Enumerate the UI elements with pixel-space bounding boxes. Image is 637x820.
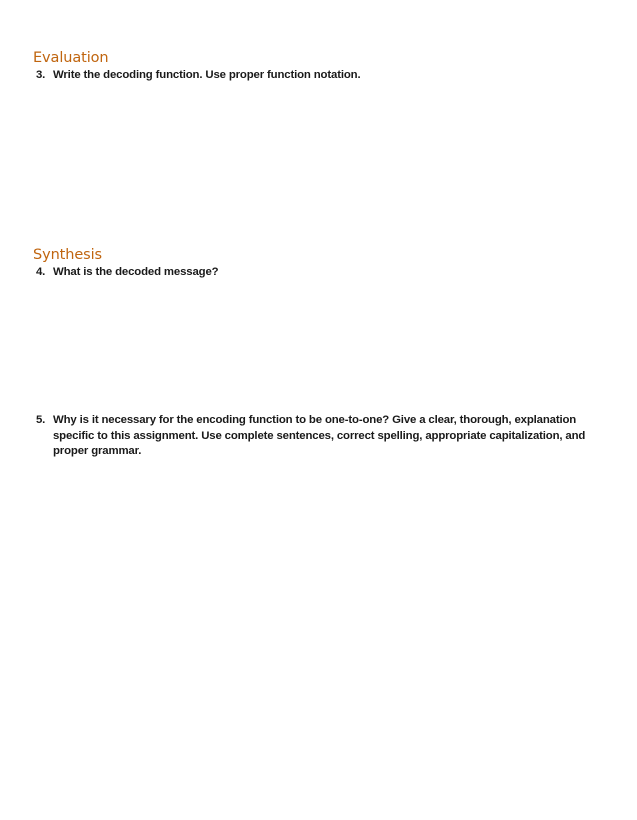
question-text: Why is it necessary for the encoding function to be one-to-one? Give a clear, thorough, explanation specific to this assignment. Use complete sentences, correct spelling, appropriate capitalization, and proper grammar. xyxy=(53,414,586,457)
question-text: Write the decoding function. Use proper function notation. xyxy=(53,69,361,81)
question-5 xyxy=(36,413,606,460)
section-heading-evaluation: Evaluation xyxy=(33,50,109,66)
question-3 xyxy=(36,68,616,84)
question-number: 4. xyxy=(36,266,46,278)
question-number: 3. xyxy=(36,69,46,81)
section-heading-synthesis: Synthesis xyxy=(33,247,103,263)
question-text: What is the decoded message? xyxy=(53,266,219,278)
question-4 xyxy=(36,265,616,281)
question-number: 5. xyxy=(36,414,46,426)
